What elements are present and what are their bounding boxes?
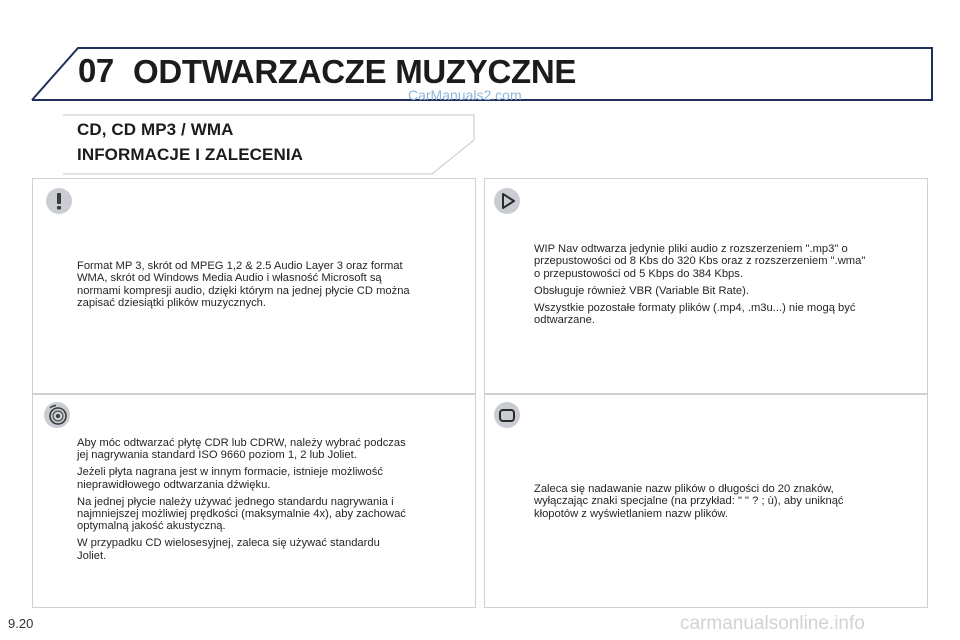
text-line: optymalną jakość akustyczną. [77, 520, 226, 533]
paragraph [77, 466, 472, 491]
text-line: przepustowości od 8 Kbs do 320 Kbs oraz z rozszerzeniem ".wma" [534, 255, 866, 268]
paragraph [534, 302, 926, 327]
text-line: kłopotów z wyświetlaniem nazw plików. [534, 507, 728, 520]
cd-disc-icon [44, 402, 70, 428]
section-title: CD, CD MP3 / WMA [77, 120, 234, 139]
text-line: Aby móc odtwarzać płytę CDR lub CDRW, należy wybrać podczas [77, 437, 406, 449]
paragraph [77, 437, 472, 462]
text-line: Zaleca się nadawanie nazw plików o długości do 20 znaków, [534, 483, 834, 495]
recording-info-text [77, 437, 472, 567]
playback-info-text [534, 243, 926, 331]
chapter-title: ODTWARZACZE MUZYCZNE [133, 53, 577, 90]
section-subtitle: INFORMACJE I ZALECENIA [77, 145, 304, 164]
exclamation-icon [46, 188, 72, 214]
text-line: o przepustowości od 5 Kbps do 384 Kbps. [534, 267, 743, 280]
text-line: Obsługuje również VBR (Variable Bit Rate). [534, 284, 749, 297]
play-triangle-icon [494, 188, 520, 214]
section-frame [0, 100, 480, 180]
text-line: wyłączając znaki specjalne (na przykład: " " ? ; ù), aby uniknąć [534, 495, 844, 508]
text-line: najmniejszej możliwiej prędkości (maksymalnie 4x), aby zachować [77, 508, 406, 521]
text-line: nieprawidłowego odtwarzania dźwięku. [77, 478, 271, 491]
rounded-square-icon [494, 402, 520, 428]
chapter-number: 07 [78, 52, 114, 89]
text-line: zapisać dziesiątki plików muzycznych. [77, 297, 267, 310]
text-line: jej nagrywania standard ISO 9660 poziom 1, 2 lub Joliet. [77, 449, 357, 462]
text-line: W przypadku CD wielosesyjnej, zaleca się używać standardu [77, 537, 380, 550]
page-number: 9.20 [8, 616, 34, 631]
text-line: WMA, skrót od Windows Media Audio i własność Microsoft są [77, 272, 382, 285]
text-line: odtwarzane. [534, 314, 595, 327]
text-line: Format MP 3, skrót od MPEG 1,2 & 2.5 Audio Layer 3 oraz format [77, 260, 403, 272]
text-line: Wszystkie pozostałe formaty plików (.mp4, .m3u...) nie mogą być [534, 301, 856, 314]
text-line: Jeżeli płyta nagrana jest w innym formacie, istnieje możliwość [77, 466, 383, 479]
watermark-bottom: carmanualsonline.info [680, 613, 865, 634]
paragraph [77, 496, 472, 533]
text-line: normami kompresji audio, dzięki którym na jednej płycie CD można [77, 284, 410, 297]
paragraph [77, 537, 472, 562]
text-line: WIP Nav odtwarza jedynie pliki audio z rozszerzeniem ".mp3" o [534, 243, 848, 255]
watermark-top: CarManuals2.com [408, 87, 522, 103]
paragraph [534, 285, 926, 297]
text-line: Na jednej płycie należy używać jednego standardu nagrywania i [77, 495, 394, 508]
text-line: Joliet. [77, 549, 107, 562]
filenames-info-text [534, 483, 926, 520]
paragraph [534, 243, 926, 280]
format-info-text [77, 260, 472, 310]
